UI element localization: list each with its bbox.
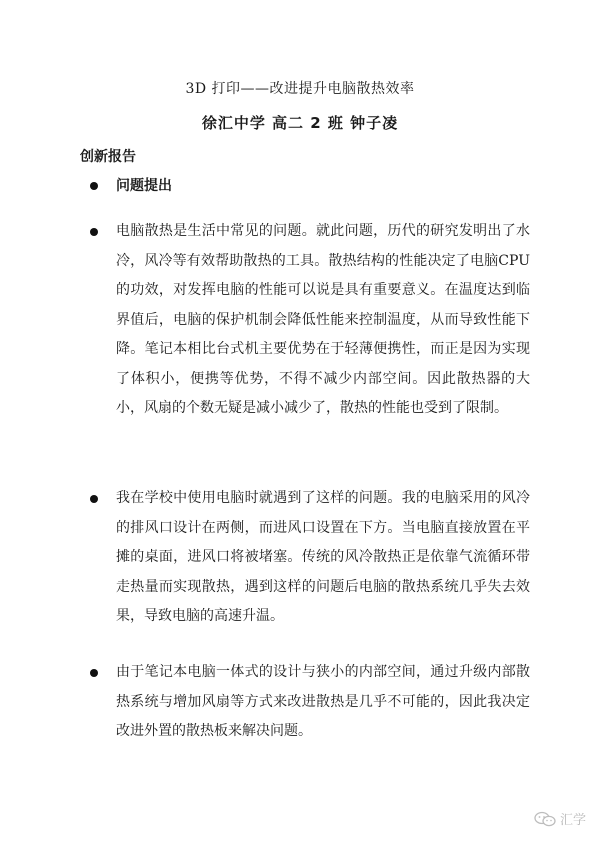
bullet-dot-icon bbox=[90, 182, 98, 190]
watermark bbox=[534, 809, 586, 828]
wechat-icon bbox=[534, 811, 556, 827]
bullet-item-paragraph bbox=[90, 484, 530, 632]
watermark-text: 汇学 bbox=[559, 813, 586, 828]
bullet-paragraph-text: 电脑散热是生活中常见的问题。就此问题，历代的研究发明出了水冷，风冷等有效帮助散热的工具。散热结构的性能决定了电脑CPU的功效，对发挥电脑的性能可以说是具有重要意义。在温度达到临界值后，电脑的保护机制会降低性能来控制温度，从而导致性能下降。笔记本相比台式机主要优势在于轻薄便携性，而正是因为实现了体积小，便携等优势，不得不减少内部空间。因此散热器的大小，风扇的个数无疑是减小减少了，散热的性能也受到了限制。 bbox=[116, 223, 530, 416]
bullet-paragraph-text: 我在学校中使用电脑时就遇到了这样的问题。我的电脑采用的风冷的排风口设计在两侧，而进风口设置在下方。当电脑直接放置在平摊的桌面，进风口将被堵塞。传统的风冷散热正是依靠气流循环带走热量而实现散热，遇到这样的问题后电脑的散热系统几乎失去效果，导致电脑的高速升温。 bbox=[116, 490, 530, 624]
bullet-item-paragraph bbox=[90, 658, 530, 747]
bullet-item-paragraph bbox=[90, 217, 530, 424]
bullet-dot-icon bbox=[90, 669, 98, 677]
section-label: 创新报告 bbox=[80, 149, 136, 165]
bullet-dot-icon bbox=[90, 495, 98, 503]
document-title: 3D 打印——改进提升电脑散热效率 bbox=[185, 81, 415, 97]
bullet-item-problem-heading bbox=[90, 175, 530, 197]
author-line: 徐汇中学 高二 2 班 钟子凌 bbox=[201, 114, 399, 132]
bullet-paragraph-text: 由于笔记本电脑一体式的设计与狭小的内部空间，通过升级内部散热系统与增加风扇等方式来改进散热是几乎不可能的，因此我决定改进外置的散热板来解决问题。 bbox=[116, 664, 530, 739]
bullet-heading-text: 问题提出 bbox=[116, 178, 172, 194]
bullet-dot-icon bbox=[90, 228, 98, 236]
